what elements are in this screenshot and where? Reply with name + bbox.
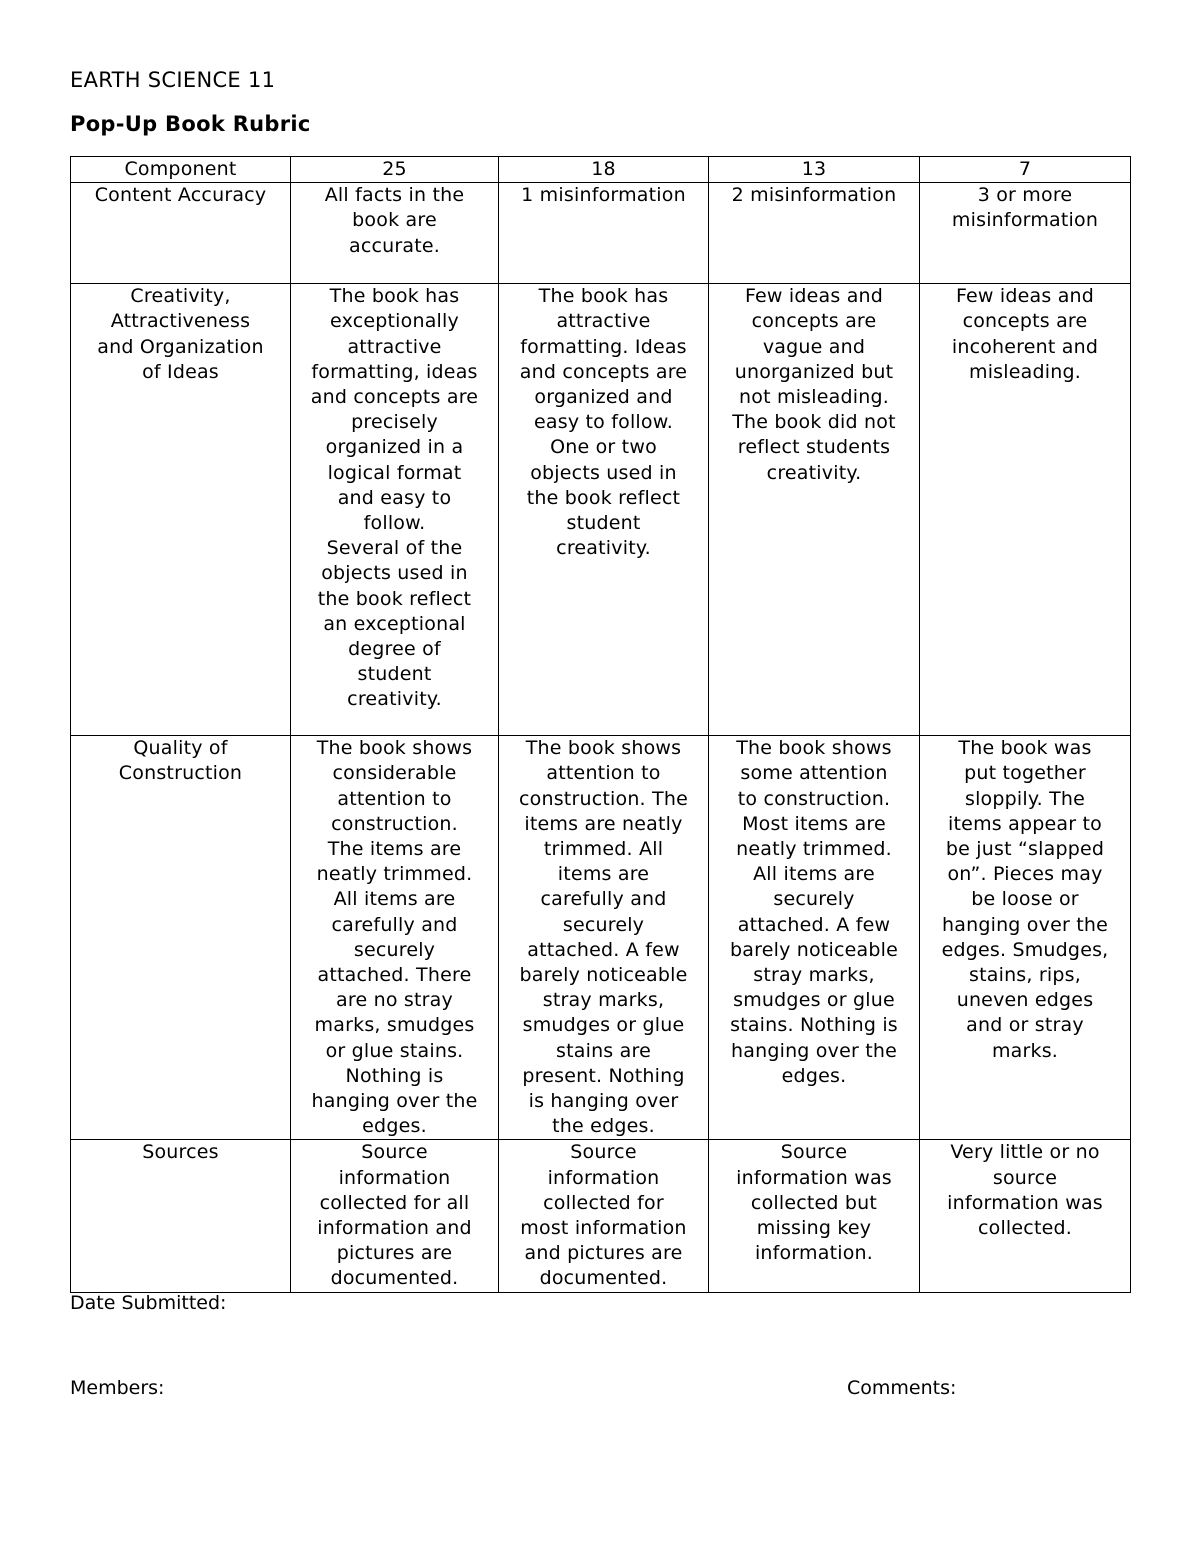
criteria-cell-7: Very little or no source information was collected. [920, 1140, 1131, 1292]
row-label-cell: Creativity, Attractiveness and Organization of Ideas [71, 284, 291, 736]
criteria-cell-25: The book has exceptionally attractive formatting, ideas and concepts are precisely organized in a logical format and easy to follow. Several of the objects used in the book reflect an exceptional degree of student creativity. [291, 284, 499, 736]
row-label-cell: Quality of Construction [71, 736, 291, 1140]
document-title: EARTH SCIENCE 11 [70, 68, 276, 92]
members-label: Members: [70, 1377, 165, 1399]
table-row-sources [71, 1140, 1131, 1292]
criteria-cell-7: Few ideas and concepts are incoherent and misleading. [920, 284, 1131, 736]
criteria-cell-25: Source information collected for all information and pictures are documented. [291, 1140, 499, 1292]
criteria-cell-13: Source information was collected but missing key information. [709, 1140, 920, 1292]
criteria-cell-18: The book shows attention to construction. The items are neatly trimmed. All items are carefully and securely attached. A few barely noticeable stray marks, smudges or glue stains are present. Nothing is hanging over the edges. [499, 736, 709, 1140]
table-row-content-accuracy [71, 183, 1131, 284]
criteria-cell-18: The book has attractive formatting. Ideas and concepts are organized and easy to follow. One or two objects used in the book reflect student creativity. [499, 284, 709, 736]
criteria-cell-13: Few ideas and concepts are vague and unorganized but not misleading. The book did not reflect students creativity. [709, 284, 920, 736]
header-cell-score-18: 18 [499, 157, 709, 183]
date-submitted-label: Date Submitted: [70, 1292, 227, 1314]
row-label-cell: Content Accuracy [71, 183, 291, 284]
document-subtitle: Pop-Up Book Rubric [70, 112, 311, 136]
criteria-cell-18: 1 misinformation [499, 183, 709, 284]
criteria-cell-7: The book was put together sloppily. The items appear to be just “slapped on”. Pieces may be loose or hanging over the edges. Smudges, stains, rips, uneven edges and or stray marks. [920, 736, 1131, 1140]
criteria-cell-13: 2 misinformation [709, 183, 920, 284]
table-row-creativity [71, 284, 1131, 736]
rubric-table [70, 156, 1131, 1293]
criteria-cell-7: 3 or more misinformation [920, 183, 1131, 284]
header-cell-score-25: 25 [291, 157, 499, 183]
criteria-cell-13: The book shows some attention to construction. Most items are neatly trimmed. All items are securely attached. A few barely noticeable stray marks, smudges or glue stains. Nothing is hanging over the edges. [709, 736, 920, 1140]
criteria-cell-25: The book shows considerable attention to construction. The items are neatly trimmed. All items are carefully and securely attached. There are no stray marks, smudges or glue stains. Nothing is hanging over the edges. [291, 736, 499, 1140]
criteria-cell-25: All facts in the book are accurate. [291, 183, 499, 284]
header-cell-score-7: 7 [920, 157, 1131, 183]
table-row-quality-of-construction [71, 736, 1131, 1140]
header-cell-component: Component [71, 157, 291, 183]
header-cell-score-13: 13 [709, 157, 920, 183]
criteria-cell-18: Source information collected for most information and pictures are documented. [499, 1140, 709, 1292]
table-header-row [71, 157, 1131, 183]
comments-label: Comments: [847, 1377, 957, 1399]
row-label-cell: Sources [71, 1140, 291, 1292]
